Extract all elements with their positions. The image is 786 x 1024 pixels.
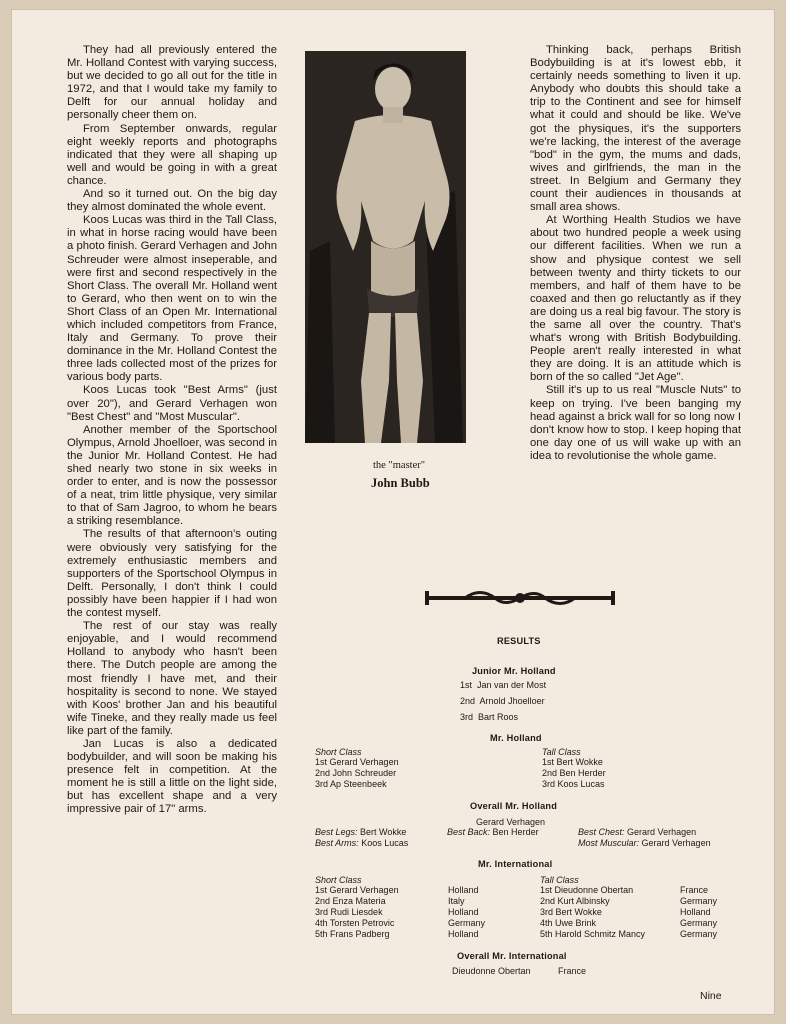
list-item: 4th Uwe Brink [540,918,597,928]
short-class-label: Short Class [315,875,362,885]
results-title: RESULTS [497,636,541,646]
best-chest: Best Chest: Gerard Verhagen [578,827,697,837]
list-item: 3rd Koos Lucas [542,779,605,789]
country: Holland [448,885,479,895]
country: Holland [448,929,479,939]
international-title: Mr. International [478,859,553,869]
paragraph: Jan Lucas is also a dedicated bodybuilder, and will soon be making his presence felt in competition. At the moment he is still a little on the light side, but has excellent shape and a very impressive pair of 17" arms. [67,737,277,816]
country: Italy [448,896,465,906]
list-item: 1st Gerard Verhagen [315,757,399,767]
ornament-divider [425,585,615,611]
paragraph: Koos Lucas was third in the Tall Class, in what in horse racing would have been a photo finish. Gerard Verhagen and John Schreuder were almost inseperable, and were first and second respectively in the Short Class. The overall Mr. Holland went to Gerard, who then went on to win the Short Class of an Open Mr. International which included competitors from France, Italy and Germany. To prove their dominance in the Mr. Holland Contest the three lads collected most of the prizes for various body parts. [67,214,277,384]
list-item: 2nd Kurt Albinsky [540,896,610,906]
most-muscular: Most Muscular: Gerard Verhagen [578,838,711,848]
list-item: 3rd Bert Wokke [540,907,602,917]
list-item: 1st Bert Wokke [542,757,603,767]
left-text-column [67,44,277,817]
junior-title: Junior Mr. Holland [472,666,556,676]
paragraph: And so it turned out. On the big day they almost dominated the whole event. [67,188,277,214]
list-item: 1st Dieudonne Obertan [540,885,634,895]
overall-holland-winner: Gerard Verhagen [476,817,546,827]
overall-international-winner: Dieudonne Obertan [452,966,531,976]
paragraph: Koos Lucas took "Best Arms" (just over 20"), and Gerard Verhagen won "Best Chest" and "Most Muscular". [67,384,277,423]
country: France [680,885,709,895]
list-item: 4th Torsten Petrovic [315,918,395,928]
list-item: 2nd Arnold Jhoelloer [460,696,545,706]
overall-international-title: Overall Mr. International [457,951,567,961]
country: Holland [448,907,479,917]
list-item: 3rd Ap Steenbeek [315,779,387,789]
paragraph: The results of that afternoon's outing were obviously very satisfying for the extremely enthusiastic members and supporters of the Sportschool Olympus in Delft. Personally, I don't think I could possibly have been happier if I had won the contest myself. [67,528,277,620]
country: Germany [680,918,718,928]
best-legs: Best Legs: Bert Wokke [315,827,407,837]
paragraph: Another member of the Sportschool Olympus, Arnold Jhoelloer, was second in the Junior Mr. Holland Contest. He had shed nearly two stone in six weeks in order to enter, and is now the possessor of a neat, trim little physique, very similar to that of Sam Jagroo, to whom he bears a striking resemblance. [67,423,277,528]
list-item: 3rd Rudi Liesdek [315,907,383,917]
bodybuilder-photo [305,51,466,443]
paragraph: From September onwards, regular eight weekly reports and photographs indicated that they were all shaping up well and would be going in with a great chance. [67,122,277,187]
list-item: 3rd Bart Roos [460,712,519,722]
right-text-column [530,44,741,463]
paragraph: The rest of our stay was really enjoyable, and I would recommend Holland to anybody who hasn't been there. The Dutch people are among the most friendly I have met, and their hospitality is second to none. We stayed with Koos' brother Jan and his beautiful wife Tineke, and they really made us feel like part of the family. [67,620,277,737]
caption-name: John Bubb [371,476,430,490]
list-item: 2nd Ben Herder [542,768,606,778]
best-back: Best Back: Ben Herder [447,827,539,837]
country: Holland [680,907,711,917]
country: France [558,966,587,976]
caption-title: the "master" [373,460,426,471]
overall-holland-title: Overall Mr. Holland [470,801,558,811]
holland-title: Mr. Holland [490,733,542,743]
list-item: 2nd Enza Materia [315,896,386,906]
country: Germany [680,929,718,939]
list-item: 5th Harold Schmitz Mancy [540,929,646,939]
list-item: 2nd John Schreuder [315,768,397,778]
tall-class-label: Tall Class [540,875,579,885]
paragraph: Still it's up to us real "Muscle Nuts" to keep on trying. I've been banging my head against a brick wall for so long now I don't know how to stop. I keep hoping that one day one of us will wake up with an idea to revolutionise the whole game. [530,384,741,462]
photo-caption [371,460,481,491]
paragraph: Thinking back, perhaps British Bodybuilding is at it's lowest ebb, it certainly needs something to liven it up. Anybody who doubts this should take a trip to the Continent and see for himself what it could and should be like. We've got the physiques, it's the supporters we're lacking, the interest of the average "bod" in the gym, the mums and dads, wives and girlfriends, the man in the street. In Belgium and Germany they count their audiences in thousands at small area shows. [530,44,741,214]
paragraph: They had all previously entered the Mr. Holland Contest with varying success, but we decided to go all out for the title in 1972, and that I would take my family to Delft for our annual holiday and personally cheer them on. [67,44,277,122]
paragraph: At Worthing Health Studios we have about two hundred people a week using our different facilities. When we run a show and physique contest we sell between twenty and thirty tickets to our members, and half of them have to be coaxed and then go reluctantly as if they are doing us a real big favour. The story is the same all over the country. That's what's wrong with British Bodybuilding. People aren't really interested in what they are doing. It is an attitude which is born of the so called "Jet Age". [530,214,741,384]
short-class-label: Short Class [315,747,362,757]
list-item: 1st Gerard Verhagen [315,885,399,895]
list-item: 1st Jan van der Most [460,680,547,690]
page-number: Nine [700,990,722,1002]
tall-class-label: Tall Class [542,747,581,757]
country: Germany [680,896,718,906]
best-arms: Best Arms: Koos Lucas [315,838,409,848]
country: Germany [448,918,486,928]
list-item: 5th Frans Padberg [315,929,390,939]
